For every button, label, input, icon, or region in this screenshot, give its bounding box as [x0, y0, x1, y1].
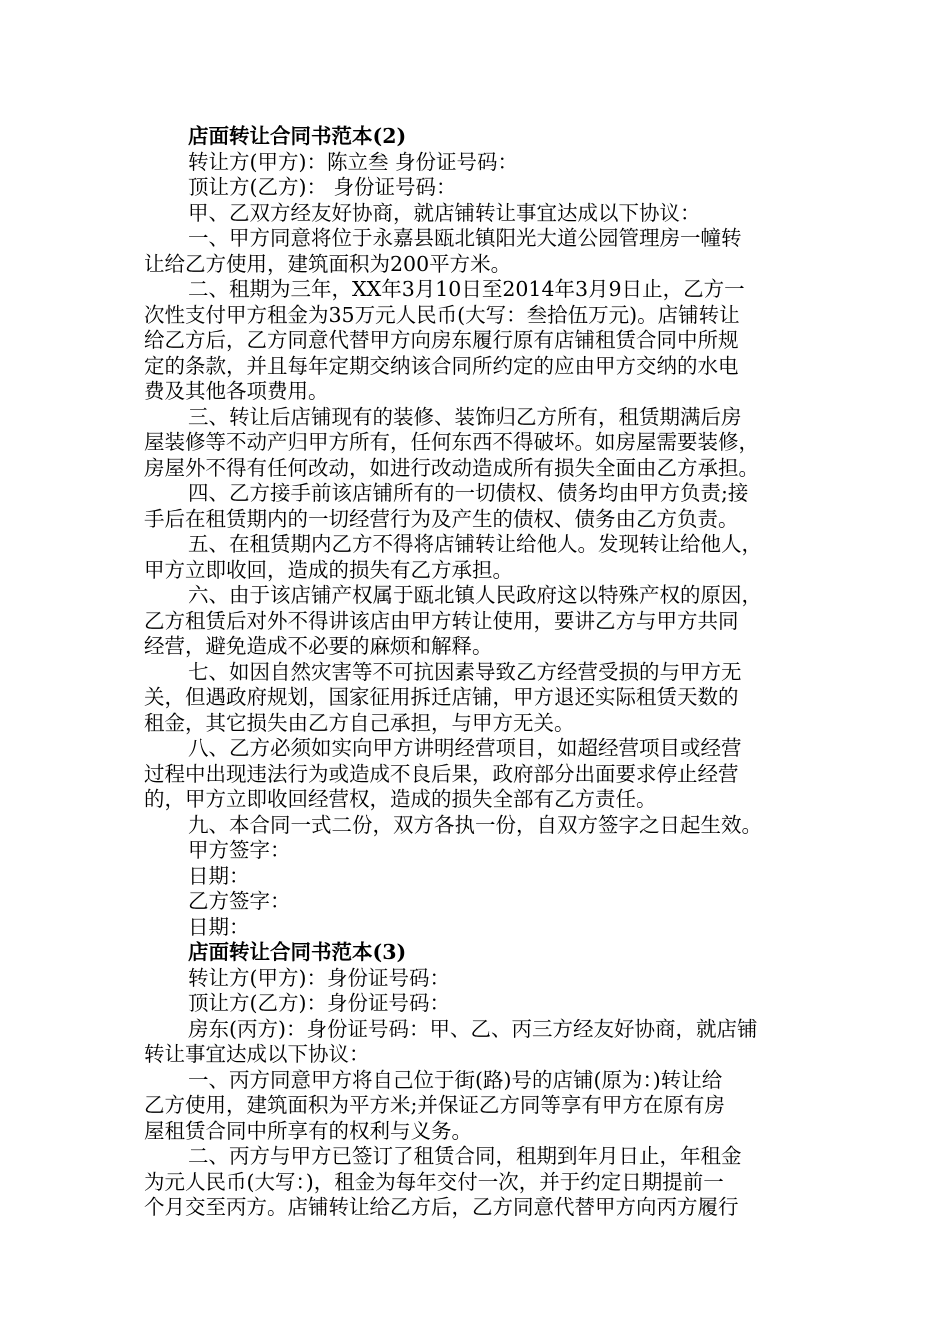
text-line: 三、转让后店铺现有的装修、装饰归乙方所有，租赁期满后房 — [188, 404, 742, 429]
text-line: 一、甲方同意将位于永嘉县瓯北镇阳光大道公园管理房一幢转 — [188, 226, 742, 250]
text-line: 关，但遇政府规划，国家征用拆迁店铺，甲方退还实际租赁天数的 — [144, 685, 739, 709]
text-line: 五、在租赁期内乙方不得将店铺转让给他人。发现转让给他人， — [188, 532, 762, 556]
text-line: 给乙方后，乙方同意代替甲方向房东履行原有店铺租赁合同中所规 — [144, 328, 739, 352]
text-line: 让给乙方使用，建筑面积为200平方米。 — [144, 251, 512, 276]
text-line: 一、丙方同意甲方将自己位于街(路)号的店铺(原为：)转让给 — [188, 1067, 723, 1092]
text-line: 手后在租赁期内的一切经营行为及产生的债权、债务由乙方负责。 — [144, 506, 739, 531]
text-line: 转让事宜达成以下协议： — [144, 1042, 370, 1066]
text-line: 的，甲方立即收回经营权，造成的损失全部有乙方责任。 — [144, 787, 657, 811]
text-line: 个月交至丙方。店铺转让给乙方后，乙方同意代替甲方向丙方履行 — [144, 1195, 739, 1219]
text-line: 屋租赁合同中所享有的权利与义务。 — [144, 1118, 472, 1143]
text-line: 甲、乙双方经友好协商，就店铺转让事宜达成以下协议： — [188, 200, 701, 225]
text-line: 八、乙方必须如实向甲方讲明经营项目，如超经营项目或经营 — [188, 736, 742, 760]
text-line: 日期： — [188, 914, 250, 939]
text-line: 过程中出现违法行为或造成不良后果，政府部分出面要求停止经营 — [144, 761, 739, 786]
text-line: 二、丙方与甲方已签订了租赁合同，租期到年月日止，年租金 — [188, 1144, 742, 1168]
document-body — [144, 124, 804, 1221]
text-line: 转让方(甲方)：陈立叁 身份证号码： — [188, 149, 519, 174]
section-heading: 店面转让合同书范本(3) — [188, 940, 407, 964]
text-line: 乙方使用，建筑面积为平方米;并保证乙方同等享有甲方在原有房 — [144, 1093, 725, 1117]
text-line: 甲方立即收回，造成的损失有乙方承担。 — [144, 557, 513, 582]
text-line: 租金，其它损失由乙方自己承担，与甲方无关。 — [144, 710, 575, 735]
text-line: 顶让方(乙方)：身份证号码： — [188, 991, 450, 1015]
text-line: 九、本合同一式二份，双方各执一份，自双方签字之日起生效。 — [188, 812, 762, 837]
text-line: 六、由于该店铺产权属于瓯北镇人民政府这以特殊产权的原因， — [188, 583, 762, 607]
text-line: 为元人民币(大写：)，租金为每年交付一次，并于约定日期提前一 — [144, 1169, 724, 1194]
text-line: 转让方(甲方)：身份证号码： — [188, 965, 450, 990]
text-line: 甲方签字： — [188, 838, 291, 862]
text-line: 屋装修等不动产归甲方所有，任何东西不得破坏。如房屋需要装修， — [144, 430, 759, 454]
text-line: 房东(丙方)：身份证号码：甲、乙、丙三方经友好协商，就店铺 — [188, 1016, 758, 1041]
text-line: 日期： — [188, 863, 250, 888]
text-line: 乙方签字： — [188, 889, 291, 913]
text-line: 房屋外不得有任何改动，如进行改动造成所有损失全面由乙方承担。 — [144, 455, 759, 480]
text-line: 四、乙方接手前该店铺所有的一切债权、债务均由甲方负责;接 — [188, 481, 749, 505]
text-line: 七、如因自然灾害等不可抗因素导致乙方经营受损的与甲方无 — [188, 659, 742, 684]
text-line: 定的条款，并且每年定期交纳该合同所约定的应由甲方交纳的水电 — [144, 353, 739, 378]
text-line: 顶让方(乙方)： 身份证号码： — [188, 175, 457, 199]
text-line: 乙方租赁后对外不得讲该店由甲方转让使用，要讲乙方与甲方共同 — [144, 608, 739, 633]
text-line: 费及其他各项费用。 — [144, 379, 329, 403]
text-line: 经营，避免造成不必要的麻烦和解释。 — [144, 634, 493, 658]
text-line: 二、租期为三年，XX年3月10日至2014年3月9日止，乙方一 — [188, 277, 745, 301]
text-line: 次性支付甲方租金为35万元人民币(大写：叁拾伍万元)。店铺转让 — [144, 302, 740, 327]
section-heading: 店面转让合同书范本(2) — [188, 124, 407, 148]
